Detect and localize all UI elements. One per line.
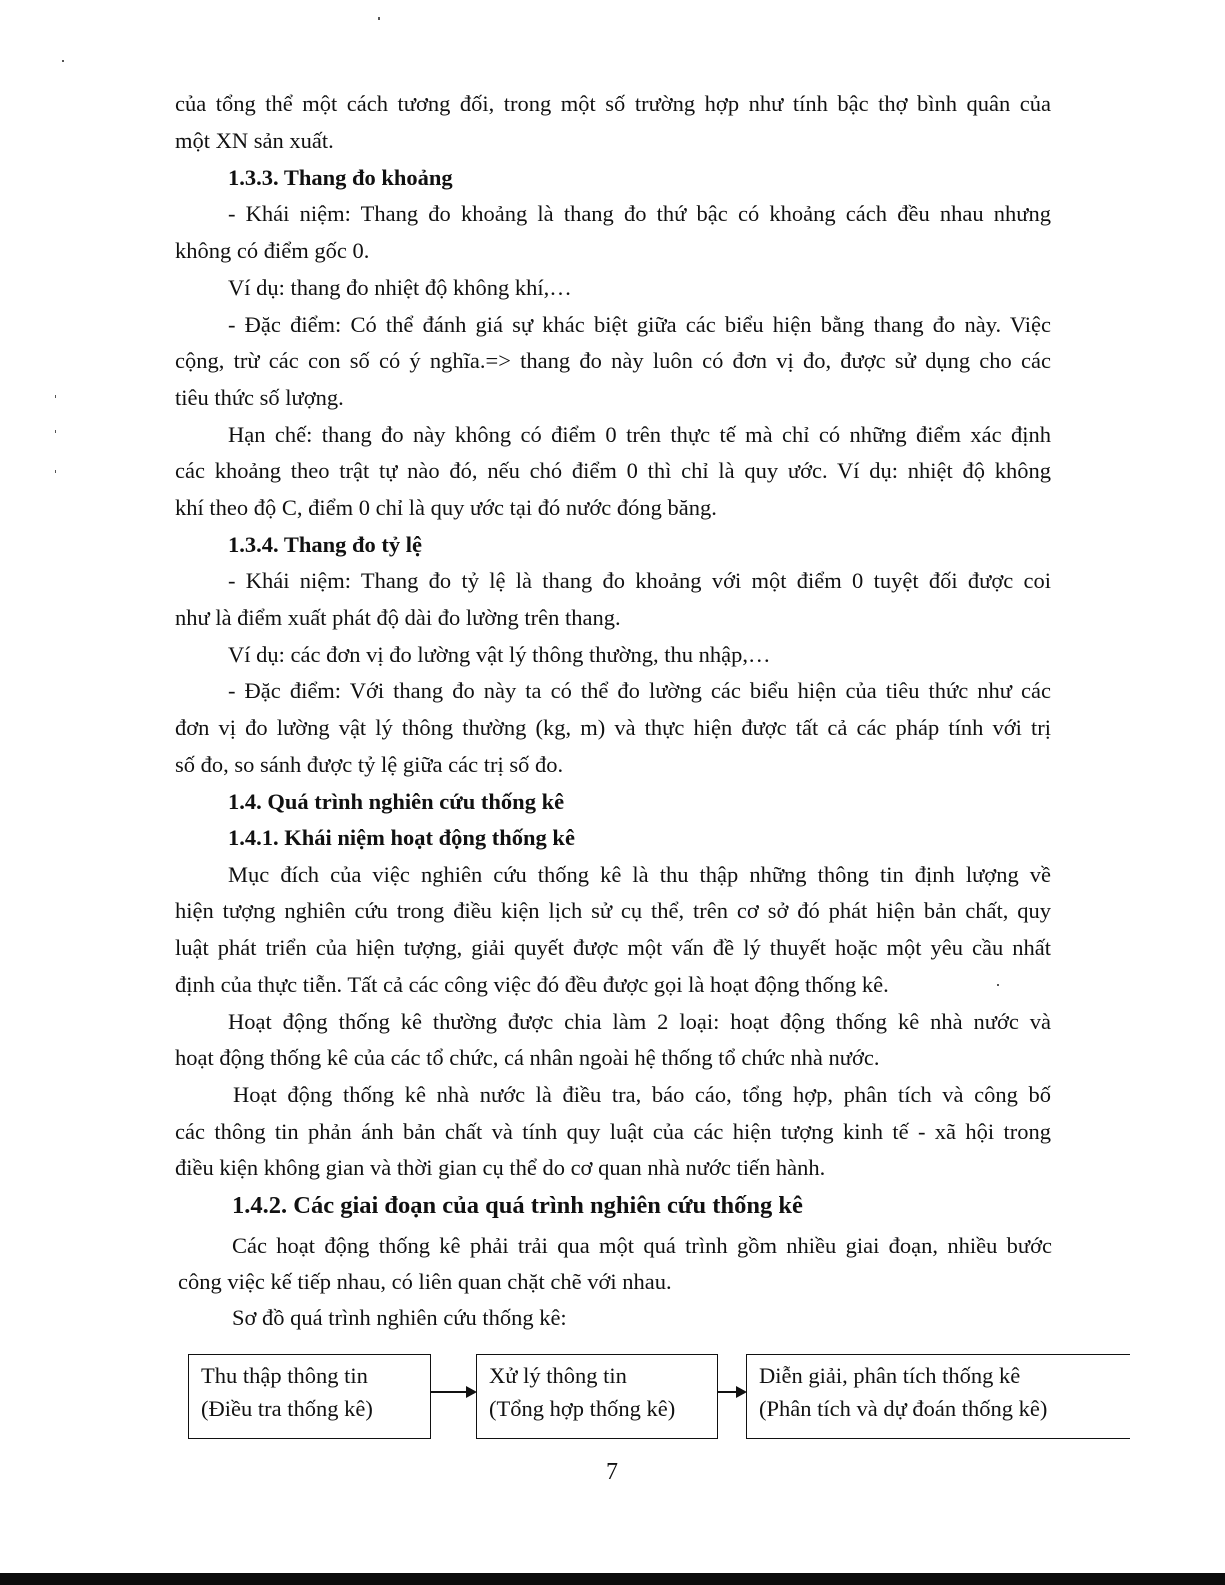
concept-ratio-line-1: - Khái niệm: Thang đo tỷ lệ là thang đo khoảng với một điểm 0 tuyệt đối được coi <box>228 568 1051 593</box>
scan-speck <box>55 470 56 473</box>
arrow-right-icon <box>717 1385 748 1399</box>
features-ratio-line-2: đơn vị đo lường vật lý thông thường (kg, m) và thực hiện được tất cả các pháp tính với trị <box>175 715 1051 740</box>
features-ratio-line-3: số đo, so sánh được tỷ lệ giữa các trị số đo. <box>175 752 564 777</box>
heading-1-4-1: 1.4.1. Khái niệm hoạt động thống kê <box>228 825 575 850</box>
example-interval: Ví dụ: thang đo nhiệt độ không khí,… <box>228 275 572 300</box>
concept-ratio-line-2: như là điểm xuất phát độ dài đo lường trên thang. <box>175 605 621 630</box>
features-ratio-line-1: - Đặc điểm: Với thang đo này ta có thể đo lường các biểu hiện của tiêu thức như các <box>228 678 1051 703</box>
state-activity-line-1: Hoạt động thống kê nhà nước là điều tra, báo cáo, tổng hợp, phân tích và công bố <box>233 1082 1051 1107</box>
scan-speck <box>55 395 56 398</box>
diagram-step-analyze <box>746 1354 1130 1439</box>
stages-line-2: công việc kế tiếp nhau, có liên quan chặt chẽ với nhau. <box>178 1269 672 1294</box>
diagram-step-process-subtitle: (Tổng hợp thống kê) <box>489 1396 676 1421</box>
page-number: 7 <box>606 1459 618 1485</box>
activity-types-line-1: Hoạt động thống kê thường được chia làm 2 loại: hoạt động thống kê nhà nước và <box>228 1009 1051 1034</box>
scan-speck <box>55 430 56 433</box>
scan-bottom-edge <box>0 1573 1225 1585</box>
heading-1-4-2: 1.4.2. Các giai đoạn của quá trình nghiên cứu thống kê <box>232 1192 803 1219</box>
heading-1-4: 1.4. Quá trình nghiên cứu thống kê <box>228 789 565 814</box>
example-ratio: Ví dụ: các đơn vị đo lường vật lý thông thường, thu nhập,… <box>228 642 771 667</box>
purpose-line-3: luật phát triển của hiện tượng, giải quyết được một vấn đề lý thuyết hoặc một yêu cầu nhất <box>175 935 1051 960</box>
purpose-line-1: Mục đích của việc nghiên cứu thống kê là thu thập những thông tin định lượng về <box>228 862 1051 887</box>
limitation-line-3: khí theo độ C, điểm 0 chỉ là quy ước tại đó nước đóng băng. <box>175 495 717 520</box>
concept-interval-line-2: không có điểm gốc 0. <box>175 238 370 263</box>
purpose-line-2: hiện tượng nghiên cứu trong điều kiện lịch sử cụ thể, trên cơ sở đó phát hiện bản chất, quy <box>175 898 1051 923</box>
diagram-intro: Sơ đồ quá trình nghiên cứu thống kê: <box>232 1305 567 1330</box>
diagram-step-collect <box>188 1354 431 1439</box>
diagram-step-process-title: Xử lý thông tin <box>489 1363 627 1388</box>
scan-speck <box>997 984 999 986</box>
diagram-step-collect-subtitle: (Điều tra thống kê) <box>201 1396 373 1421</box>
diagram-step-analyze-subtitle: (Phân tích và dự đoán thống kê) <box>759 1396 1048 1421</box>
diagram-step-analyze-title: Diễn giải, phân tích thống kê <box>759 1363 1021 1388</box>
state-activity-line-2: các thông tin phản ánh bản chất và tính quy luật của các hiện tượng kinh tế - xã hội trong <box>175 1119 1051 1144</box>
stages-line-1: Các hoạt động thống kê phải trải qua một quá trình gồm nhiều giai đoạn, nhiều bước <box>232 1233 1052 1258</box>
purpose-line-4: định của thực tiễn. Tất cả các công việc đó đều được gọi là hoạt động thống kê. <box>175 972 889 997</box>
heading-1-3-4: 1.3.4. Thang đo tỷ lệ <box>228 532 422 557</box>
state-activity-line-3: điều kiện không gian và thời gian cụ thể do cơ quan nhà nước tiến hành. <box>175 1155 826 1180</box>
heading-1-3-3: 1.3.3. Thang đo khoảng <box>228 165 453 190</box>
limitation-line-1: Hạn chế: thang đo này không có điểm 0 trên thực tế mà chỉ có những điểm xác định <box>228 422 1051 447</box>
features-interval-line-2: cộng, trừ các con số có ý nghĩa.=> thang đo này luôn có đơn vị đo, được sử dụng cho các <box>175 348 1051 373</box>
scan-speck <box>378 17 380 20</box>
diagram-step-process <box>476 1354 718 1439</box>
arrow-right-icon <box>430 1385 478 1399</box>
limitation-line-2: các khoảng theo trật tự nào đó, nếu chó điểm 0 thì chỉ là quy ước. Ví dụ: nhiệt độ không <box>175 458 1051 483</box>
features-interval-line-3: tiêu thức số lượng. <box>175 385 344 410</box>
scan-speck <box>62 60 64 62</box>
paragraph-continuation-line-1: của tổng thể một cách tương đối, trong một số trường hợp như tính bậc thợ bình quân của <box>175 91 1051 116</box>
activity-types-line-2: hoạt động thống kê của các tổ chức, cá nhân ngoài hệ thống tổ chức nhà nước. <box>175 1045 880 1070</box>
diagram-step-collect-title: Thu thập thông tin <box>201 1363 368 1388</box>
features-interval-line-1: - Đặc điểm: Có thể đánh giá sự khác biệt giữa các biểu hiện bằng thang đo này. Việc <box>228 312 1051 337</box>
concept-interval-line-1: - Khái niệm: Thang đo khoảng là thang đo thứ bậc có khoảng cách đều nhau nhưng <box>228 201 1051 226</box>
paragraph-continuation-line-2: một XN sản xuất. <box>175 128 334 153</box>
